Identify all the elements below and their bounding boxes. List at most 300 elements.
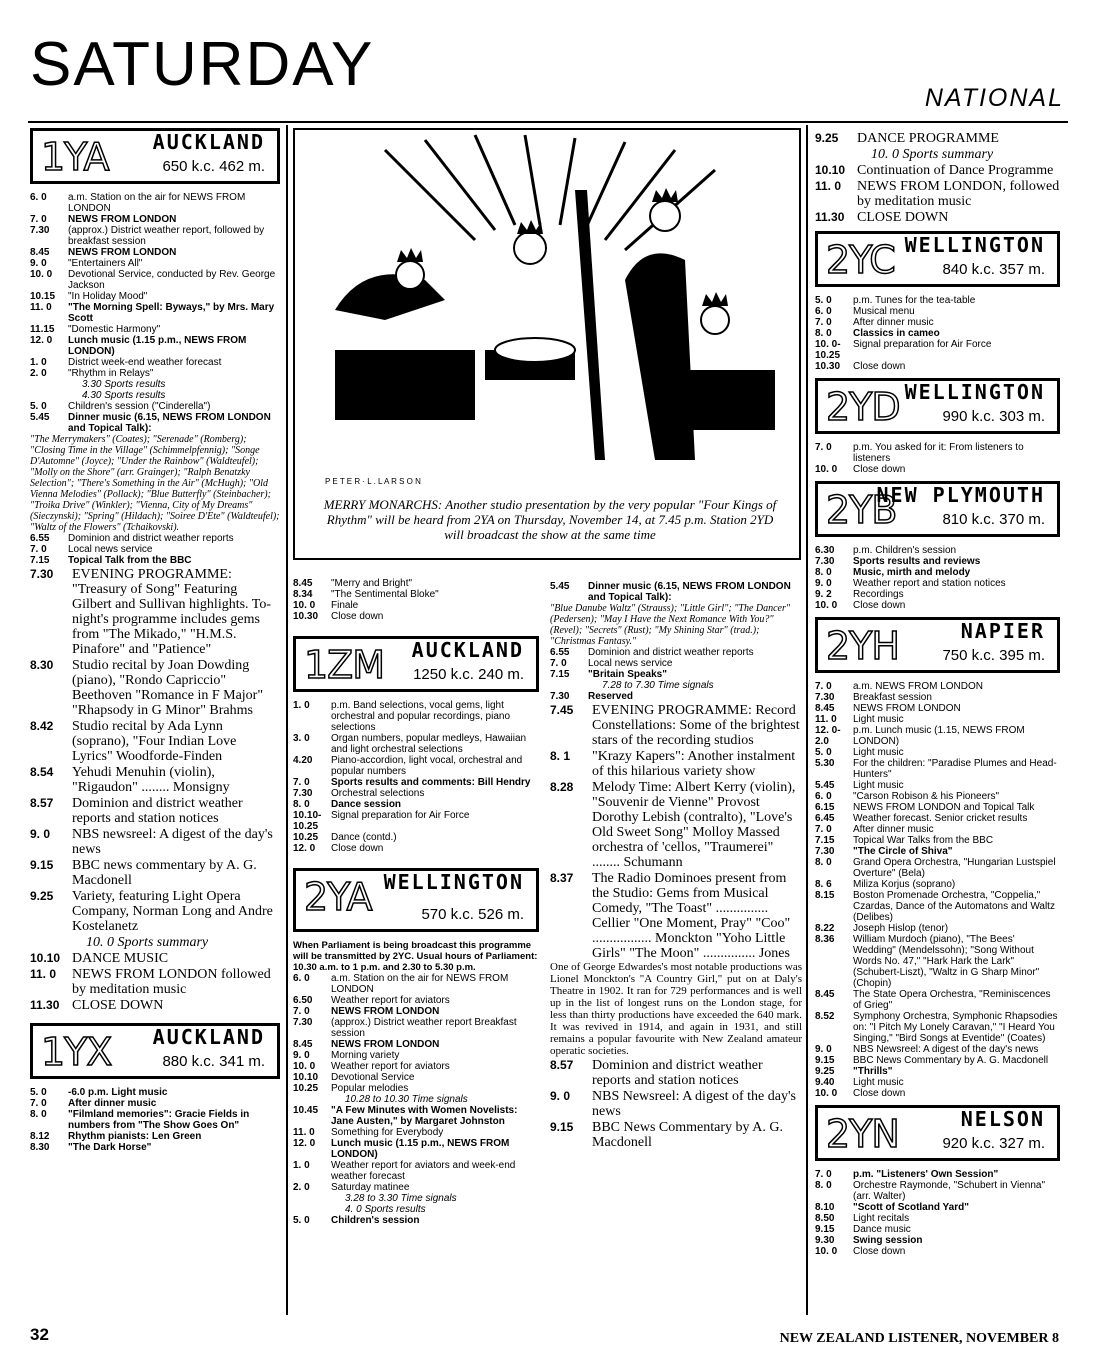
schedule-row — [293, 578, 539, 589]
station-callsign: 2YN — [826, 1112, 899, 1156]
schedule-time: 7. 0 — [815, 317, 832, 328]
schedule-time: 10. 0 — [30, 269, 53, 280]
schedule-desc: BBC News Commentary by A. G. Macdonell — [853, 1055, 1049, 1066]
schedule-desc: Joseph Hislop (tenor) — [853, 923, 949, 934]
schedule-desc: Grand Opera Orchestra, "Hungarian Lustspiel Overture" (Bela) — [853, 857, 1056, 879]
station-frequency: 810 k.c. 370 m. — [942, 511, 1045, 528]
schedule-row — [293, 1061, 539, 1072]
schedule-time: 9. 0 — [815, 578, 832, 589]
schedule-desc: "The Morning Spell: Byways," by Mrs. Mary Scott — [68, 302, 275, 324]
schedule-time: 6.15 — [815, 802, 835, 813]
schedule-desc: Recordings — [853, 589, 904, 600]
schedule-time: 11. 0 — [815, 714, 837, 725]
schedule-time: 10.25 — [293, 832, 319, 843]
schedule-row — [815, 989, 1060, 1011]
schedule-row — [815, 306, 1060, 317]
schedule-time: 12. 0 — [30, 335, 53, 346]
schedule-time: 8.57 — [550, 1058, 574, 1072]
schedule-desc: 3.28 to 3.30 Time signals — [345, 1193, 457, 1204]
schedule-row — [30, 719, 280, 764]
schedule-desc: (approx.) District weather report Breakfast session — [331, 1017, 517, 1039]
schedule-desc: Dinner music (6.15, NEWS FROM LONDON and Topical Talk): — [68, 412, 271, 434]
schedule-desc: Classics in cameo — [853, 328, 940, 339]
schedule-desc: Dominion and district weather reports and station notices — [72, 796, 243, 826]
schedule-row — [815, 1246, 1060, 1257]
schedule-time: 6. 0 — [815, 306, 832, 317]
schedule-desc: "Britain Speaks" — [588, 669, 667, 680]
schedule-desc: Devotional Service, conducted by Rev. George Jackson — [68, 269, 276, 291]
schedule-time: 9.15 — [30, 858, 54, 872]
schedule-desc: Dance session — [331, 799, 402, 810]
schedule-desc: p.m. "Listeners' Own Session" — [853, 1169, 999, 1180]
schedule-row — [293, 788, 539, 799]
schedule-row — [293, 1127, 539, 1138]
schedule-time: 7.30 — [293, 1017, 313, 1028]
schedule-row — [815, 179, 1060, 209]
schedule-time: 6.55 — [550, 647, 570, 658]
schedule-row — [815, 600, 1060, 611]
schedule-row — [550, 780, 802, 870]
station-city: NEW PLYMOUTH — [876, 483, 1045, 507]
schedule-row — [550, 581, 802, 603]
schedule-time — [30, 935, 72, 950]
schedule-row — [815, 1202, 1060, 1213]
schedule-desc: Musical menu — [853, 306, 915, 317]
schedule-desc: NEWS FROM LONDON — [331, 1039, 440, 1050]
schedule-row — [30, 390, 280, 401]
schedule-row — [293, 843, 539, 854]
station-callsign: 2YA — [304, 875, 372, 919]
schedule-row — [293, 1193, 539, 1204]
schedule-desc: Lunch music (1.15 p.m., NEWS FROM LONDON) — [68, 335, 247, 357]
schedule-row — [815, 545, 1060, 556]
schedule-desc: Piano-accordion, light vocal, orchestral and popular numbers — [331, 755, 523, 777]
station-frequency: 570 k.c. 526 m. — [421, 906, 524, 923]
schedule-time: 9.25 — [815, 1066, 835, 1077]
illustration-frame — [293, 128, 801, 560]
schedule-desc: Weather forecast. Senior cricket results — [853, 813, 1028, 824]
schedule-row — [815, 1235, 1060, 1246]
schedule-row — [550, 749, 802, 779]
schedule-time: 9.15 — [815, 1055, 835, 1066]
schedule-time: 1. 0 — [293, 700, 310, 711]
schedule-row — [815, 835, 1060, 846]
schedule-desc: Melody Time: Albert Kerry (violin), "Souvenir de Vienne" Provost Dorothy Lebish (contralto), "Love's Old Sweet Song" Molloy Massed orchestra of 'cellos, "Traumerei" ........ Schumann — [592, 780, 796, 870]
schedule-row — [30, 533, 280, 544]
schedule-time: 10.30 — [815, 361, 841, 372]
schedule-row — [815, 578, 1060, 589]
evening-list — [550, 1058, 802, 1150]
schedule-desc: Dance music — [853, 1224, 911, 1235]
schedule-desc: "Domestic Harmony" — [68, 324, 161, 335]
station-box-2ya — [293, 868, 539, 932]
schedule-row — [815, 295, 1060, 306]
schedule-time: 11. 0 — [815, 179, 842, 193]
schedule-desc: "The Dark Horse" — [68, 1142, 152, 1153]
station-city: NELSON — [960, 1107, 1045, 1131]
schedule-time: 6.50 — [293, 995, 313, 1006]
schedule-desc: "Carson Robison & his Pioneers" — [853, 791, 1000, 802]
schedule-row — [815, 846, 1060, 857]
schedule-desc: Signal preparation for Air Force — [331, 810, 470, 821]
schedule-row — [815, 1180, 1060, 1202]
station-box-2yd — [815, 378, 1060, 434]
schedule-list — [30, 533, 280, 566]
schedule-time: 8.50 — [815, 1213, 835, 1224]
schedule-time: 5.45 — [815, 780, 835, 791]
schedule-time: 10.10 — [815, 163, 846, 177]
schedule-time: 8.45 — [293, 578, 313, 589]
station-frequency: 650 k.c. 462 m. — [162, 158, 265, 175]
schedule-row — [550, 1089, 802, 1119]
schedule-row — [815, 147, 1060, 162]
schedule-row — [293, 810, 539, 832]
schedule-time: 9. 0 — [815, 1044, 832, 1055]
schedule-time: 6. 0 — [815, 791, 832, 802]
schedule-desc: District week-end weather forecast — [68, 357, 222, 368]
schedule-list — [815, 545, 1060, 611]
schedule-desc: Light music — [853, 780, 904, 791]
schedule-time: 7. 0 — [815, 824, 832, 835]
schedule-row — [815, 210, 1060, 225]
schedule-row — [30, 192, 280, 214]
schedule-row — [815, 857, 1060, 879]
schedule-desc: "Merry and Bright" — [331, 578, 413, 589]
schedule-row — [30, 225, 280, 247]
schedule-row — [815, 923, 1060, 934]
schedule-time: 7.15 — [550, 669, 570, 680]
schedule-time: 11. 0 — [30, 302, 52, 313]
schedule-row — [815, 1055, 1060, 1066]
schedule-row — [293, 1182, 539, 1193]
schedule-row — [293, 600, 539, 611]
schedule-row — [550, 647, 802, 658]
schedule-desc: Dance (contd.) — [331, 832, 397, 843]
station-callsign: 1YA — [41, 135, 109, 179]
schedule-desc: p.m. Children's session — [853, 545, 957, 556]
schedule-desc: BBC news commentary by A. G. Macdonell — [72, 858, 257, 888]
schedule-time: 12. 0-2.0 — [815, 725, 841, 747]
column-divider — [806, 125, 808, 1315]
schedule-row — [293, 777, 539, 788]
station-box-2yn — [815, 1105, 1060, 1161]
publication-footer: NEW ZEALAND LISTENER, NOVEMBER 8 — [779, 1331, 1059, 1346]
schedule-time: 8.28 — [550, 780, 574, 794]
schedule-desc: -6.0 p.m. Light music — [68, 1087, 168, 1098]
schedule-time: 7. 0 — [815, 442, 832, 453]
schedule-desc: "Filmland memories": Gracie Fields in numbers from "The Show Goes On" — [68, 1109, 250, 1131]
schedule-time: 8.36 — [815, 934, 835, 945]
schedule-desc: NEWS FROM LONDON — [68, 247, 177, 258]
schedule-row — [30, 302, 280, 324]
schedule-time: 7. 0 — [30, 1098, 47, 1109]
schedule-desc: Dinner music (6.15, NEWS FROM LONDON and Topical Talk): — [588, 581, 791, 603]
schedule-row — [293, 1006, 539, 1017]
schedule-time: 8.30 — [30, 1142, 50, 1153]
schedule-row — [815, 824, 1060, 835]
schedule-row — [30, 567, 280, 657]
schedule-time: 8. 0 — [815, 1180, 832, 1191]
station-city: WELLINGTON — [904, 380, 1045, 404]
schedule-row — [550, 703, 802, 748]
schedule-row — [815, 361, 1060, 372]
schedule-desc: Music, mirth and melody — [853, 567, 971, 578]
schedule-desc: Dominion and district weather reports and station notices — [592, 1058, 763, 1088]
schedule-row — [30, 1142, 280, 1153]
schedule-desc: Symphony Orchestra, Symphonic Rhapsodies on: "I Pitch My Lonely Caravan," "I Heard You Singing," "Bird Songs at Eventide" (Coates) — [853, 1011, 1058, 1044]
schedule-row — [30, 258, 280, 269]
schedule-time: 5.30 — [815, 758, 835, 769]
schedule-row — [550, 1058, 802, 1088]
schedule-time: 8. 6 — [815, 879, 832, 890]
schedule-list — [815, 1169, 1060, 1257]
schedule-time: 7.30 — [30, 225, 50, 236]
schedule-row — [815, 1224, 1060, 1235]
evening-list — [30, 567, 280, 1013]
schedule-desc: Miliza Korjus (soprano) — [853, 879, 956, 890]
schedule-row — [815, 747, 1060, 758]
schedule-time: 7.15 — [815, 835, 835, 846]
schedule-time: 5. 0 — [30, 1087, 47, 1098]
station-box-2yh — [815, 617, 1060, 673]
schedule-desc: Weather report for aviators and week-end weather forecast — [331, 1160, 516, 1182]
schedule-list — [293, 973, 539, 1226]
evening-list — [550, 703, 802, 961]
schedule-desc: Close down — [853, 464, 906, 475]
schedule-desc: EVENING PROGRAMME: "Treasury of Song" Featuring Gilbert and Sullivan highlights. To-night's programme includes gems from "The Mikado," "H.M.S. Pinafore" and "Patience" — [72, 567, 272, 657]
schedule-row — [293, 755, 539, 777]
schedule-desc: Topical Talk from the BBC — [68, 555, 192, 566]
schedule-time: 7.45 — [550, 703, 574, 717]
schedule-desc: Close down — [331, 611, 384, 622]
schedule-row — [293, 799, 539, 810]
schedule-time: 2. 0 — [30, 368, 47, 379]
schedule-desc: Topical War Talks from the BBC — [853, 835, 994, 846]
schedule-time: 8.52 — [815, 1011, 835, 1022]
schedule-desc: Close down — [853, 1088, 906, 1099]
schedule-time: 5.45 — [30, 412, 50, 423]
schedule-row — [30, 269, 280, 291]
schedule-row — [30, 368, 280, 379]
schedule-time: 8. 0 — [815, 567, 832, 578]
station-frequency: 840 k.c. 357 m. — [942, 261, 1045, 278]
evening-list — [815, 131, 1060, 225]
station-city: AUCKLAND — [152, 1025, 265, 1049]
station-box-1yx — [30, 1023, 280, 1079]
schedule-time: 7.30 — [293, 788, 313, 799]
schedule-row — [815, 1011, 1060, 1044]
schedule-row — [30, 324, 280, 335]
schedule-row — [30, 889, 280, 934]
schedule-desc: 10. 0 Sports summary — [86, 935, 209, 950]
schedule-row — [815, 692, 1060, 703]
station-callsign: 1ZM — [304, 643, 384, 687]
schedule-time: 5. 0 — [293, 1215, 310, 1226]
schedule-row — [815, 589, 1060, 600]
schedule-row — [30, 827, 280, 857]
schedule-desc: Boston Promenade Orchestra, "Coppelia," Czardas, Dance of the Automatons and Waltz (Delibes) — [853, 890, 1055, 923]
schedule-desc: Morning variety — [331, 1050, 400, 1061]
schedule-desc: Weather report and station notices — [853, 578, 1006, 589]
schedule-desc: p.m. Tunes for the tea-table — [853, 295, 976, 306]
schedule-time: 11.30 — [815, 210, 845, 224]
schedule-desc: NEWS FROM LONDON — [853, 703, 961, 714]
schedule-time: 9. 0 — [30, 827, 51, 841]
schedule-time: 5.45 — [550, 581, 570, 592]
schedule-row — [293, 995, 539, 1006]
schedule-row — [815, 934, 1060, 989]
schedule-time: 9.40 — [815, 1077, 835, 1088]
schedule-desc: "Rhythm in Relays" — [68, 368, 154, 379]
page-title: SATURDAY — [30, 30, 375, 99]
schedule-row — [30, 1109, 280, 1131]
schedule-time: 4.20 — [293, 755, 313, 766]
schedule-row — [815, 802, 1060, 813]
schedule-time: 10. 0 — [293, 1061, 316, 1072]
schedule-time: 6.30 — [815, 545, 835, 556]
schedule-time: 7. 0 — [30, 214, 47, 225]
schedule-desc: Light recitals — [853, 1213, 910, 1224]
schedule-desc: 10. 0 Sports summary — [871, 147, 994, 162]
signature: P E T E R · L . L A R S O N — [325, 477, 421, 486]
schedule-desc: Dominion and district weather reports — [588, 647, 754, 658]
schedule-desc: Swing session — [853, 1235, 923, 1246]
schedule-row — [815, 813, 1060, 824]
illustration-caption: MERRY MONARCHS: Another studio presentation by the very popular "Four Kings of Rhythm" will be heard from 2YA on Thursday, November 14, at 7.45 p.m. Station 2YD will broadcast the show at the same time — [323, 497, 777, 542]
schedule-desc: "Krazy Kapers": Another instalment of this hilarious variety show — [592, 749, 796, 779]
schedule-row — [815, 339, 1060, 361]
schedule-desc: Orchestre Raymonde, "Schubert in Vienna" (arr. Walter) — [853, 1180, 1046, 1202]
schedule-list — [30, 192, 280, 434]
schedule-time: 11.15 — [30, 324, 55, 335]
schedule-row — [293, 1072, 539, 1083]
schedule-time: 7. 0 — [30, 544, 47, 555]
schedule-time: 9. 0 — [30, 258, 47, 269]
schedule-desc: After dinner music — [68, 1098, 157, 1109]
schedule-desc: EVENING PROGRAMME: Record Constellations: Some of the brightest stars of the recording studios — [592, 703, 800, 748]
schedule-row — [30, 247, 280, 258]
schedule-row — [815, 317, 1060, 328]
schedule-time: 7.30 — [815, 692, 835, 703]
schedule-row — [550, 1120, 802, 1150]
schedule-time: 11. 0 — [293, 1127, 315, 1138]
schedule-time: 8.45 — [815, 989, 835, 1000]
schedule-time: 10.10 — [30, 951, 61, 965]
schedule-desc: "In Holiday Mood" — [68, 291, 148, 302]
schedule-time — [30, 390, 68, 401]
schedule-desc: a.m. Station on the air for NEWS FROM LONDON — [68, 192, 246, 214]
schedule-row — [293, 611, 539, 622]
schedule-time: 8. 0 — [815, 857, 832, 868]
schedule-desc: Lunch music (1.15 p.m., NEWS FROM LONDON) — [331, 1138, 510, 1160]
station-callsign: 1YX — [41, 1030, 112, 1074]
schedule-row — [550, 871, 802, 961]
schedule-row — [293, 1138, 539, 1160]
schedule-time: 10. 0 — [815, 1246, 838, 1257]
schedule-time: 10.30 — [293, 611, 319, 622]
schedule-time: 6. 0 — [293, 973, 310, 984]
schedule-time: 8.45 — [815, 703, 835, 714]
schedule-desc: Local news service — [68, 544, 153, 555]
schedule-time: 8.12 — [30, 1131, 50, 1142]
schedule-row — [815, 725, 1060, 747]
schedule-time: 6.45 — [815, 813, 835, 824]
schedule-desc: Something for Everybody — [331, 1127, 444, 1138]
schedule-list — [293, 700, 539, 854]
schedule-desc: 3.30 Sports results — [82, 379, 166, 390]
station-city: WELLINGTON — [904, 233, 1045, 257]
schedule-time: 1. 0 — [30, 357, 47, 368]
schedule-time: 5. 0 — [815, 295, 832, 306]
schedule-row — [30, 379, 280, 390]
schedule-row — [30, 796, 280, 826]
schedule-time: 8.22 — [815, 923, 835, 934]
schedule-row — [815, 442, 1060, 464]
column-1 — [30, 122, 280, 1153]
schedule-desc: 10.28 to 10.30 Time signals — [345, 1094, 468, 1105]
schedule-time: 10.10-10.25 — [293, 810, 322, 832]
schedule-time: 8.34 — [293, 589, 313, 600]
schedule-desc: p.m. Lunch music (1.15, NEWS FROM LONDON) — [853, 725, 1025, 747]
schedule-desc: Breakfast session — [853, 692, 932, 703]
parliament-note: When Parliament is being broadcast this programme will be transmitted by 2YC. Usual hours of Parliament: 10.30 a.m. to 1 p.m. and 2.30 to 5.30 p.m. — [293, 940, 538, 973]
schedule-desc: Dominion and district weather reports — [68, 533, 234, 544]
schedule-time: 8.30 — [30, 658, 54, 672]
schedule-row — [815, 703, 1060, 714]
column-4 — [815, 130, 1060, 1257]
schedule-row — [815, 714, 1060, 725]
schedule-row — [815, 681, 1060, 692]
schedule-desc: DANCE MUSIC — [72, 951, 169, 966]
station-box-2yb — [815, 481, 1060, 537]
schedule-time: 9.15 — [815, 1224, 835, 1235]
schedule-time: 10.25 — [293, 1083, 319, 1094]
schedule-desc: Yehudi Menuhin (violin), "Rigaudon" ........ Monsigny — [72, 765, 230, 795]
schedule-desc: NBS Newsreel: A digest of the day's news — [853, 1044, 1039, 1055]
schedule-time: 9.25 — [815, 131, 839, 145]
schedule-time: 8.45 — [30, 247, 50, 258]
schedule-time: 9.30 — [815, 1235, 835, 1246]
schedule-desc: a.m. Station on the air for NEWS FROM LONDON — [331, 973, 509, 995]
schedule-desc: For the children: "Paradise Plumes and Head-Hunters" — [853, 758, 1057, 780]
schedule-desc: Finale — [331, 600, 359, 611]
schedule-row — [815, 791, 1060, 802]
schedule-row — [30, 998, 280, 1013]
station-frequency: 1250 k.c. 240 m. — [413, 666, 524, 683]
schedule-time: 9. 2 — [815, 589, 832, 600]
schedule-row — [30, 765, 280, 795]
dinner-music-list: "Blue Danube Waltz" (Strauss); "Little Girl"; "The Dancer" (Pedersen); "May I Have the Next Romance With You?" (Revel); "Secrets" (Rust); "My Shining Star" (trad.); "Christmas Fantasy." — [550, 603, 791, 647]
schedule-desc: The Radio Dominoes present from the Studio: Gems from Musical Comedy, "The Toast" ............... Cellier "One Moment, Pray" "Coo" ................. Monckton "Yoho Little Girls" "The Moon" ............... Jones — [592, 871, 791, 961]
schedule-time: 10.45 — [293, 1105, 319, 1116]
schedule-row — [293, 1094, 539, 1105]
dinner-music-list: "The Merrymakers" (Coates); "Serenade" (Romberg); "Closing Time in the Village" (Schimmelpfennig); "Songe D'Automne" (Joyce); "Under the Rainbow" (Waldteufel); "Molly on the Shore" (arr. Grainger); "Ralph Benatzky Selection"; "There's Something in the Air" (McHugh); "Old Vienna Melodies" (Pollack); "Blue Butterfly" (Steinbacher); "Troika Drive" (Winkler); "Vienna, City of My Dreams" (Sieczynski); "Spring" (Hildach); "Soiree D'Ete" (Waldteufel); "Waltz of the Flowers" (Tchaikovski). — [30, 434, 280, 533]
schedule-time: 7.30 — [815, 556, 835, 567]
schedule-time: 2. 0 — [293, 1182, 310, 1193]
schedule-row — [293, 1083, 539, 1094]
schedule-row — [293, 1204, 539, 1215]
station-callsign: 2YB — [826, 488, 897, 532]
schedule-time: 8.54 — [30, 765, 54, 779]
schedule-row — [293, 1017, 539, 1039]
schedule-row — [815, 1169, 1060, 1180]
schedule-time: 7. 0 — [815, 1169, 832, 1180]
schedule-desc: Local news service — [588, 658, 673, 669]
schedule-row — [30, 357, 280, 368]
schedule-time: 8.42 — [30, 719, 54, 733]
schedule-time: 9. 0 — [550, 1089, 571, 1103]
schedule-desc: 7.28 to 7.30 Time signals — [602, 680, 714, 691]
